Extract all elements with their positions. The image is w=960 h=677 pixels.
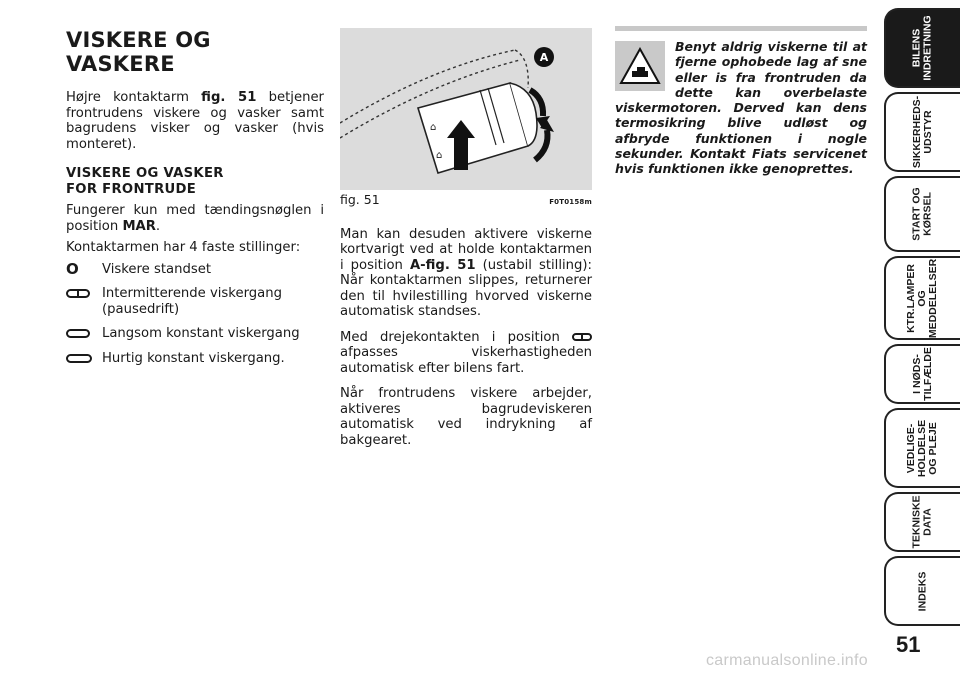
slow-wiper-icon (66, 329, 90, 338)
warning-triangle-icon (615, 41, 665, 91)
interval-wiper-icon (572, 333, 592, 341)
figure-51 (340, 28, 592, 190)
tab-bilens-indretning[interactable]: BILENS INDRETNING (884, 8, 960, 88)
svg-text:⌂: ⌂ (430, 122, 437, 133)
subheading-line-1: VISKERE OG VASKER (66, 166, 224, 181)
interval-wiper-icon (66, 289, 90, 298)
second-column (340, 28, 592, 458)
figure-code: F0T0158m (549, 198, 592, 206)
figure-caption (340, 192, 592, 211)
wiper-stalk-illustration (340, 28, 592, 190)
figure-reference[interactable]: fig. 51 (201, 90, 257, 105)
tab-sikkerhedsudstyr[interactable]: SIKKERHEDS- UDSTYR (884, 92, 960, 172)
main-column (66, 28, 324, 375)
momentary-paragraph: Man kan desuden aktivere viskerne kortvarigt ved at holde kontaktarmen i position A-fig. 51 (ustabil stilling): Når kontaktarmen slippes, returnerer den til hvilestilling hvorved viskerne automatisk standses. (340, 226, 592, 319)
positions-intro: Kontaktarmen har 4 faste stillinger: (66, 240, 301, 255)
warning-box (615, 39, 867, 177)
intro-paragraph (66, 90, 324, 152)
subheading (66, 166, 324, 197)
ignition-paragraph (66, 203, 324, 234)
ignition-key-position: MAR (122, 218, 156, 234)
off-symbol: O (66, 259, 79, 278)
tab-start-og-korsel[interactable]: START OG KØRSEL (884, 176, 960, 252)
warning-column (615, 26, 867, 177)
position-text: Viskere standset (102, 261, 211, 277)
intro-text: Højre kontaktarm (66, 90, 202, 105)
tab-indeks[interactable]: INDEKS (884, 556, 960, 626)
position-text: Hurtig konstant viskergang. (102, 350, 285, 366)
tab-i-nodstilfaelde[interactable]: I NØDS- TILFÆLDE (884, 344, 960, 404)
tab-vedligeholdelse[interactable]: VEDLIGE- HOLDELSE OG PLEJE (884, 408, 960, 488)
section-title: VISKERE OG VASKERE (66, 28, 211, 76)
chapter-tabs (884, 0, 960, 640)
figure-label: fig. 51 (340, 192, 380, 207)
position-item-off (66, 259, 324, 278)
tab-kontrollamper[interactable]: KTR.LAMPER OG MEDDELELSER (884, 256, 960, 340)
subheading-line-2: FOR FRONTRUDE (66, 181, 197, 197)
position-item-interval (66, 286, 324, 317)
position-text: Langsom konstant viskergang (102, 326, 300, 341)
speed-paragraph: Med drejekontakten i position afpasses viskerhastigheden automatisk efter bilens fart. (340, 329, 592, 376)
warning-divider (615, 26, 867, 31)
warning-text: Benyt aldrig viskerne til at fjerne ophobede lag af sne eller is fra frontruden da dette kan overbelaste viskermotoren. Derved kan dens termosikring blive udløst og afbryde funktionen i nogle sekunder. Kontakt Fiats servicenet hvis funktionen ikke genoprettes. (615, 39, 867, 177)
ignition-text: Fungerer kun med tændingsnøglen i position (66, 203, 324, 234)
position-item-slow (66, 326, 324, 342)
position-item-fast (66, 351, 324, 367)
page-number: 51 (896, 632, 921, 657)
intro-text-continued: betjener frontrudens viskere og vasker samt bagrudens visker og vasker (hvis monteret). (66, 90, 324, 152)
figure-reference-a[interactable]: A-fig. 51 (409, 257, 476, 273)
reverse-paragraph: Når frontrudens viskere arbejder, aktiveres bagrudeviskeren automatisk ved indrykning af bakgearet. (340, 386, 592, 448)
fast-wiper-icon (66, 354, 92, 363)
position-text: Intermitterende viskergang (pausedrift) (102, 286, 282, 317)
callout-a: A (539, 51, 549, 64)
tab-tekniske-data[interactable]: TEKNISKE DATA (884, 492, 960, 552)
ignition-text-end: . (155, 218, 161, 234)
watermark: carmanualsonline.info (706, 652, 868, 669)
svg-text:⌂: ⌂ (436, 150, 443, 161)
